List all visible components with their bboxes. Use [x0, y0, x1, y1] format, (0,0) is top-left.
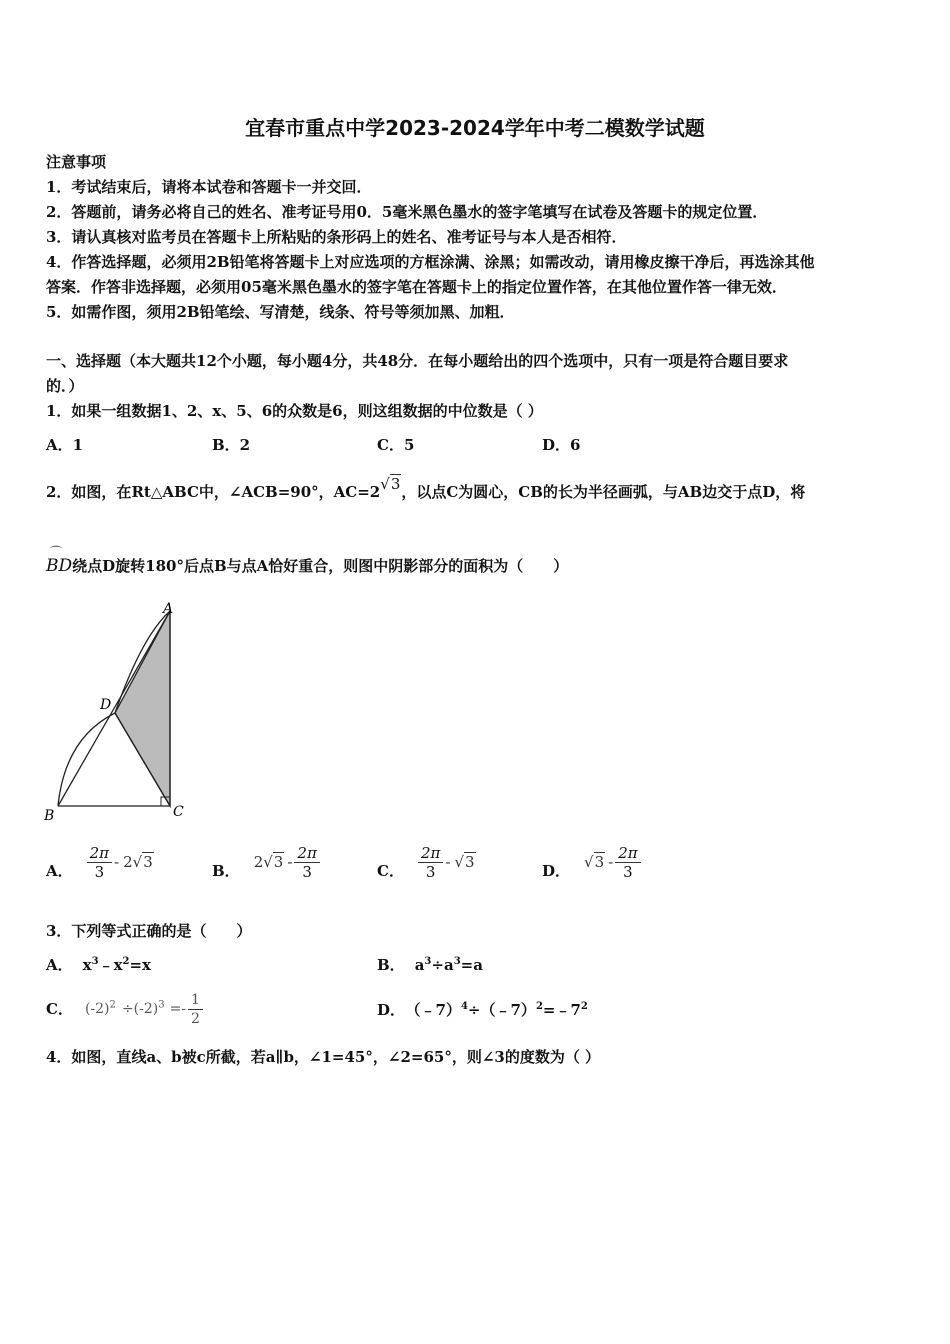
q4-stem: 4．如图，直线a、b被c所截，若a∥b，∠1=45°，∠2=65°，则∠3的度数为（ ） — [46, 1048, 601, 1066]
q1-option-d: D．6 — [542, 436, 581, 454]
q2-option-b: B． 2 √3 - $\frac{2\pi}{3}$ — [212, 840, 322, 884]
notice-item-2: 2．答题前，请务必将自己的姓名、准考证号用0．5毫米黑色墨水的签字笔填写在试卷及答题卡的规定位置． — [46, 203, 768, 221]
q3-option-c: C． $(-2)^2 \div(-2)^3$ =- $\frac{1}{2}$ — [46, 988, 205, 1030]
q1-stem: 1．如果一组数据1、2、x、5、6的众数是6，则这组数据的中位数是（ ） — [46, 402, 543, 420]
notice-item-1: 1．考试结束后，请将本试卷和答题卡一并交回． — [46, 178, 372, 196]
q3-option-d: D． $(﹣7)^4\div(﹣7)^2=﹣7^2$ — [377, 1001, 588, 1019]
label-b: B — [44, 808, 55, 824]
q1-option-b: B．2 — [212, 436, 251, 454]
q3-option-b: B． $a^3\div a^3=a$ — [377, 956, 483, 974]
q2-option-d: D． √3 - $\frac{2\pi}{3}$ — [542, 840, 643, 884]
notice-item-4: 4．作答选择题，必须用2B铅笔将答题卡上对应选项的方框涂满、涂黑；如需改动，请用橡皮擦干净后，再选涂其他 — [46, 253, 815, 271]
section-heading: 一、选择题（本大题共12个小题，每小题4分，共48分．在每小题给出的四个选项中，只有一项是符合题目要求 — [46, 352, 789, 370]
notice-item-5: 5．如需作图，须用2B铅笔绘、写清楚，线条、符号等须加黑、加粗． — [46, 303, 515, 321]
q3-stem: 3．下列等式正确的是（ ） — [46, 922, 252, 940]
q2-stem-part-b: ，以点C为圆心，CB的长为半径画弧，与AB边交于点D，将 — [401, 483, 806, 501]
shaded-region — [115, 611, 170, 806]
q1-option-a: A．1 — [46, 436, 84, 454]
label-c: C — [173, 804, 184, 820]
q1-option-c: C．5 — [377, 436, 415, 454]
notice-heading: 注意事项 — [46, 153, 107, 171]
q2-figure — [40, 598, 200, 826]
section-heading-cont: 的．） — [46, 377, 84, 395]
q3-option-a: A． $x^3﹣x^2=x$ — [46, 956, 151, 974]
label-a: A — [163, 601, 174, 617]
q2-option-a: A． $\frac{2\pi}{3}$ - 2 √3 — [46, 843, 153, 881]
sqrt-term: √3 — [380, 475, 401, 493]
notice-item-4-cont: 答案．作答非选择题，必须用05毫米黑色墨水的签字笔在答题卡上的指定位置作答，在其他位置作答一律无效． — [46, 278, 787, 296]
q2-option-c: C． $\frac{2\pi}{3}$ - √3 — [377, 843, 475, 881]
q2-stem-part-c: 绕点D旋转180°后点B与点A恰好重合，则图中阴影部分的面积为（ ） — [72, 557, 569, 575]
q2-stem-part-a: 2．如图，在Rt△ABC中，∠ACB=90°，AC=2 — [46, 483, 381, 501]
arc-symbol: ⌒ — [50, 545, 63, 559]
q2-stem-line1 — [46, 475, 806, 502]
arc-bd: BD ⌒ — [46, 556, 72, 576]
q2-stem-line2 — [46, 545, 569, 576]
notice-item-3: 3．请认真核对监考员在答题卡上所粘贴的条形码上的姓名、准考证号与本人是否相符． — [46, 228, 627, 246]
label-d: D — [100, 697, 112, 713]
page-title: 宜春市重点中学2023-2024学年中考二模数学试题 — [245, 116, 705, 140]
